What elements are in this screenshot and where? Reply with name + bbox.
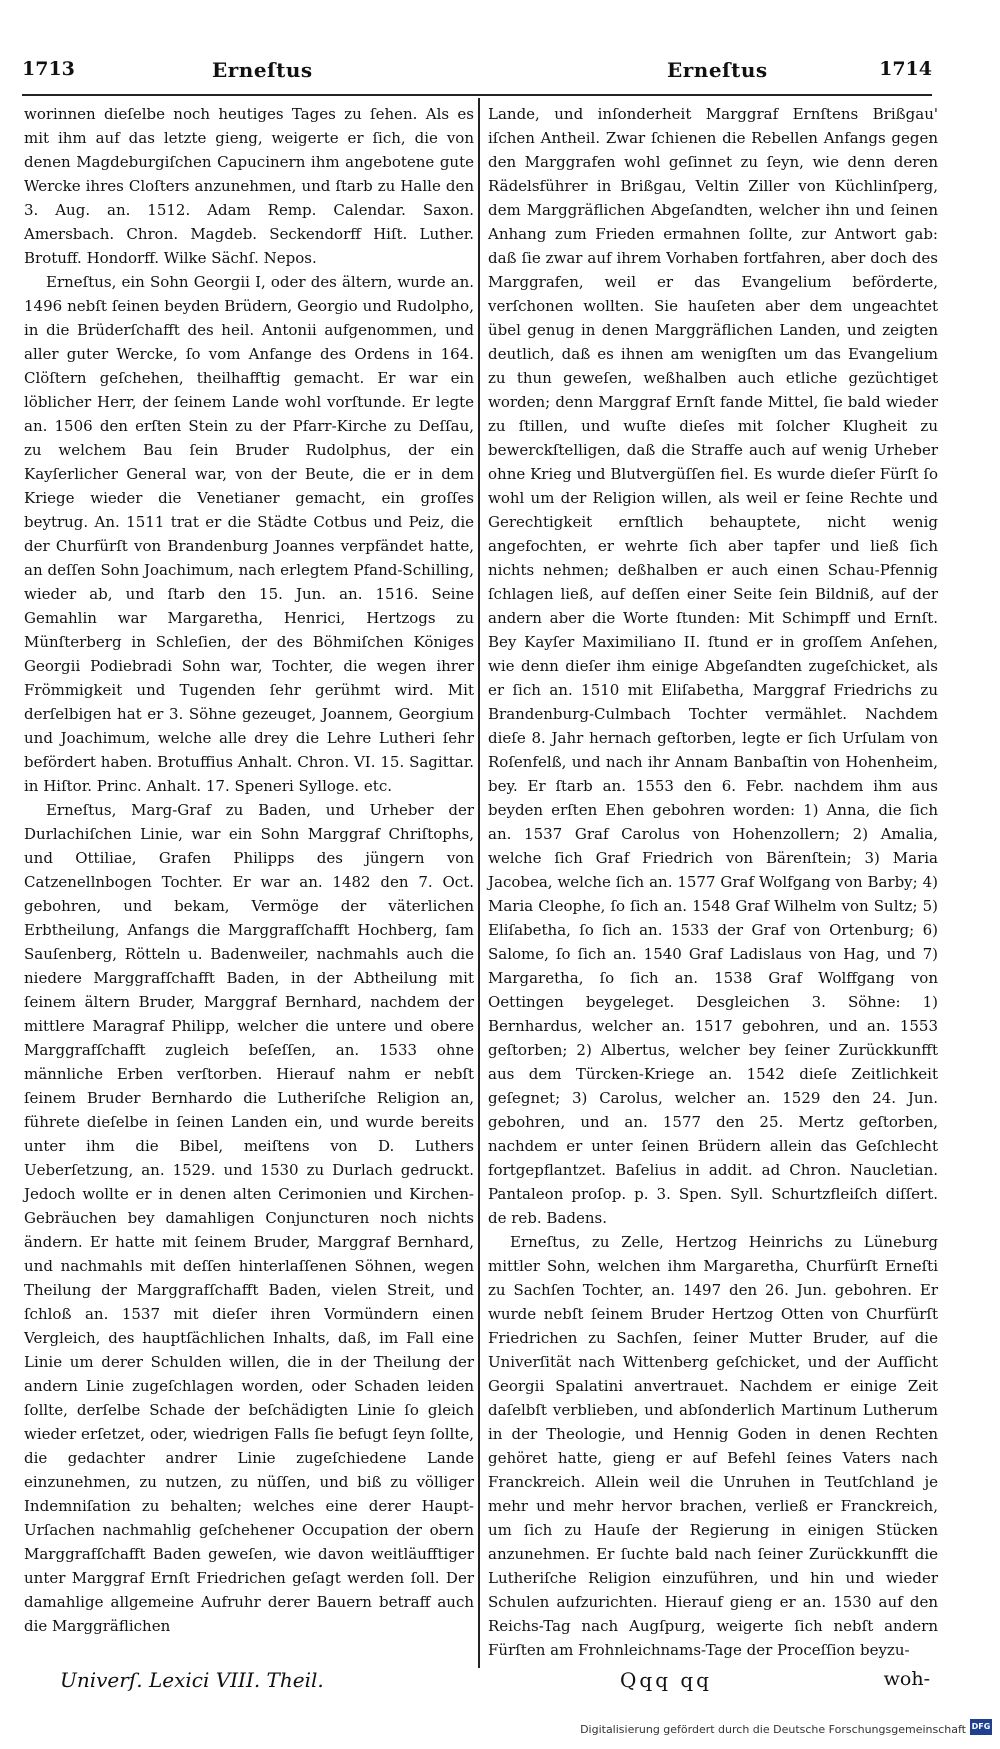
entry-paragraph: Erneſtus, Marg-Graf zu Baden, und Urheber der Durlachiſchen Linie, war ein Sohn Marggraf Chriſtophs, und Ottiliae, Grafen Philipps des jüngern von Catzenellnbogen Tochter. Er war an. 1482 den 7. Oct. gebohren, und bekam, Vermöge der väterlichen Erbtheilung, Anfangs die Marggrafſchafft Hochberg, ſam Sauſenberg, Rötteln u. Badenweiler, nachmahls auch die niedere Marggrafſchafft Baden, in der Abtheilung mit ſeinem ältern Bruder, Marggraf Bernhard, nachdem der mittlere Maragraf Philipp, welcher die untere und obere Marggrafſchafft zugleich beſeſſen, an. 1533 ohne männliche Erben verſtorben. Hierauf nahm er nebſt ſeinem Bruder Bernhardo die Lutheriſche Religion an, führete dieſelbe in ſeinen Landen ein, und wurde bereits unter ihm die Bibel, meiſtens von D. Luthers Ueberſetzung, an. 1529. und 1530 zu Durlach gedruckt. Jedoch wollte er in denen alten Cerimonien und Kirchen-Gebräuchen bey damahligen Conjuncturen noch nichts ändern. Er hatte mit ſeinem Bruder, Marggraf Bernhard, und nachmahls mit deſſen hinterlaſſenen Söhnen, wegen Theilung der Marggrafſchafft Baden, vielen Streit, und ſchloß an. 1537 mit dieſer ihren Vormündern einen Vergleich, des hauptſächlichen Inhalts, daß, im Fall eine Linie um derer Schulden willen, die in der Theilung der andern Linie zugeſchlagen worden, oder Schaden leiden ſollte, derſelbe Schade der beſchädigten Linie ſo gleich wieder erſetzet, oder, wiedrigen Falls ſie befugt ſeyn ſollte, die gedachter andrer Linie zugeſchiedene Lande einzunehmen, zu nutzen, zu nüſſen, und biß zu völliger Indemniſation zu behalten; welches eine derer Haupt-Urſachen nachmahlig geſchehener Occupation der obern Marggrafſchafft Baden geweſen, wie davon weitläufftiger unter Marggraf Ernſt Friedrichen geſagt werden ſoll. Der damahlige allgemeine Aufruhr derer Bauern betraff auch die Marggräflichen: [24, 801, 474, 1635]
page-number-left: 1713: [22, 58, 75, 80]
entry-paragraph: Erneſtus, zu Zelle, Hertzog Heinrichs zu Lüneburg mittler Sohn, welchen ihm Margaretha, Churfürſt Erneſti zu Sachſen Tochter, an. 1497 den 26. Jun. gebohren. Er wurde nebſt ſeinem Bruder Hertzog Otten von Churfürſt Friedrichen zu Sachſen, ſeiner Mutter Bruder, auf die Univerſität nach Wittenberg geſchicket, und der Aufſicht Georgii Spalatini anvertrauet. Nachdem er einige Zeit daſelbſt verblieben, und abſonderlich Martinum Lutherum in der Theologie, und Hennig Goden in denen Rechten gehöret hatte, gieng er auf Befehl ſeines Vaters nach Franckreich. Allein weil die Unruhen in Teutſchland je mehr und mehr hervor brachen, verließ er Franckreich, um ſich zu Hauſe der Regierung in einigen Stücken anzunehmen. Er ſuchte bald nach ſeiner Zurückkunfft die Lutheriſche Religion einzuführen, und hin und wieder Schulen aufzurichten. Hierauf gieng er an. 1530 auf den Reichs-Tag nach Augſpurg, weigerte ſich nebſt andern Fürſten am Frohnleichnams-Tage der Proceſſion beyzu-: [488, 1233, 938, 1659]
page-header: [22, 58, 932, 88]
footer-signature: Qqq qq: [620, 1668, 712, 1692]
paragraph: Lande, und inſonderheit Marggraf Ernſtens Brißgau' iſchen Antheil. Zwar ſchienen die Rebellen Anfangs gegen den Marggrafen wohl geſinnet zu ſeyn, wie denn deren Rädelsführer in Brißgau, Veltin Ziller von Küchlinſperg, dem Marggräflichen Abgeſandten, welcher ihn und ſeinen Anhang zum Frieden ermahnen ſollte, zur Antwort gab: daß ſie zwar auf ihrem Vorhaben fortfahren, aber doch des Marggrafen, weil er das Evangelium beförderte, verſchonen wollten. Sie hauſeten aber dem ungeachtet übel genug in denen Marggräflichen Landen, und zeigten deutlich, daß es ihnen am wenigſten um das Evangelium zu thun geweſen, weßhalben auch etliche gezüchtiget worden; denn Marggraf Ernſt fande Mittel, ſie bald wieder zu ſtillen, und wuſte dieſes mit ſolcher Klugheit zu bewerckſtelligen, daß die Straffe auch auf wenig Urheber ohne Krieg und Blutvergüſſen fiel. Es wurde dieſer Fürſt ſo wohl um der Religion willen, als weil er ſeine Rechte und Gerechtigkeit ernſtlich behauptete, nicht wenig angefochten, er wehrte ſich aber tapfer und ließ ſich nichts nehmen; deßhalben er auch einen Schau-Pfennig ſchlagen ließ, auf deſſen einer Seite ſein Bildniß, auf der andern aber die Worte ſtunden: Mit Schimpff und Ernſt. Bey Kayſer Maximiliano II. ſtund er in groſſem Anſehen, wie denn dieſer ihm einige Abgeſandten zugeſchicket, als er ſich an. 1510 mit Eliſabetha, Marggraf Friedrichs zu Brandenburg-Culmbach Tochter vermählet. Nachdem dieſe 8. Jahr hernach geſtorben, legte er ſich Urſulam von Roſenfelß, und nach ihr Annam Banbaſtin von Hohenheim, bey. Er ſtarb an. 1553 den 6. Febr. nachdem ihm aus beyden erſten Ehen gebohren worden: 1) Anna, die ſich an. 1537 Graf Carolus von Hohenzollern; 2) Amalia, welche ſich Graf Friedrich von Bärenſtein; 3) Maria Jacobea, welche ſich an. 1577 Graf Wolfgang von Barby; 4) Maria Cleophe, ſo ſich an. 1548 Graf Wilhelm von Sultz; 5) Eliſabetha, ſo ſich an. 1533 der Graf von Ortenburg; 6) Salome, ſo ſich an. 1540 Graf Ladislaus von Hag, und 7) Margaretha, ſo ſich an. 1538 Graf Wolffgang von Oettingen beygeleget. Desgleichen 3. Söhne: 1) Bernhardus, welcher an. 1517 gebohren, und an. 1553 geſtorben; 2) Albertus, welcher bey ſeiner Zurückkunfft aus dem Türcken-Kriege an. 1542 dieſe Zeitlichkeit geſegnet; 3) Carolus, welcher an. 1529 den 24. Jun. gebohren, und an. 1577 den 25. Mertz geſtorben, nachdem er unter ſeinen Brüdern allein das Geſchlecht fortgepflantzet. Baſelius in addit. ad Chron. Naucletian. Pantaleon proſop. p. 3. Spen. Syll. Schurtzfleiſch diſſert. de reb. Badens.: [488, 105, 938, 1227]
footer-catchword: woh-: [883, 1668, 930, 1690]
digitization-credit: Digitalisierung gefördert durch die Deutsche Forschungsgemeinschaft: [580, 1723, 966, 1736]
right-column: [488, 102, 938, 1662]
entry-paragraph: Erneſtus, ein Sohn Georgii I, oder des ältern, wurde an. 1496 nebſt ſeinen beyden Brüdern, Georgio und Rudolpho, in die Brüderſchafft des heil. Antonii aufgenommen, und aller guter Wercke, ſo vom Anfange des Ordens in 164. Clöſtern geſchehen, theilhafftig gemacht. Er war ein löblicher Herr, der ſeinem Lande wohl vorſtunde. Er legte an. 1506 den erſten Stein zu der Pfarr-Kirche zu Deſſau, zu welchem Bau ſein Bruder Rudolphus, der ein Kayſerlicher General war, von der Beute, die er in dem Kriege wieder die Venetianer gemacht, ein groſſes beytrug. An. 1511 trat er die Städte Cotbus und Peiz, die der Churfürſt von Brandenburg Joannes verpfändet hatte, an deſſen Sohn Joachimum, nach erlegtem Pfand-Schilling, wieder ab, und ſtarb den 15. Jun. an. 1516. Seine Gemahlin war Margaretha, Henrici, Hertzogs zu Münſterberg in Schleſien, der des Böhmiſchen Königes Georgii Podiebradi Sohn war, Tochter, die wegen ihrer Frömmigkeit und Tugenden ſehr gerühmt wird. Mit derſelbigen hat er 3. Söhne gezeuget, Joannem, Georgium und Joachimum, welche alle drey die Lehre Lutheri ſehr befördert haben. Brotuffius Anhalt. Chron. VI. 15. Sagittar. in Hiſtor. Princ. Anhalt. 17. Speneri Sylloge. etc.: [24, 273, 474, 795]
running-title-left: Erneſtus: [212, 58, 313, 82]
paragraph: worinnen dieſelbe noch heutiges Tages zu ſehen. Als es mit ihm auf das letzte gieng, weigerte er ſich, die von denen Magdeburgiſchen Capucinern ihm angebotene gute Wercke ihres Cloſters anzunehmen, und ſtarb zu Halle den 3. Aug. an. 1512. Adam Remp. Calendar. Saxon. Amersbach. Chron. Magdeb. Seckendorff Hiſt. Luther. Brotuff. Hondorff. Wilke Sächſ. Nepos.: [24, 105, 474, 267]
dfg-logo: DFG: [970, 1719, 992, 1735]
footer-volume: Univerſ. Lexici VIII. Theil.: [60, 1668, 324, 1692]
column-divider: [478, 98, 480, 1668]
running-title-right: Erneſtus: [667, 58, 768, 82]
left-column: [24, 102, 474, 1638]
header-rule: [22, 94, 932, 96]
page-number-right: 1714: [879, 58, 932, 80]
